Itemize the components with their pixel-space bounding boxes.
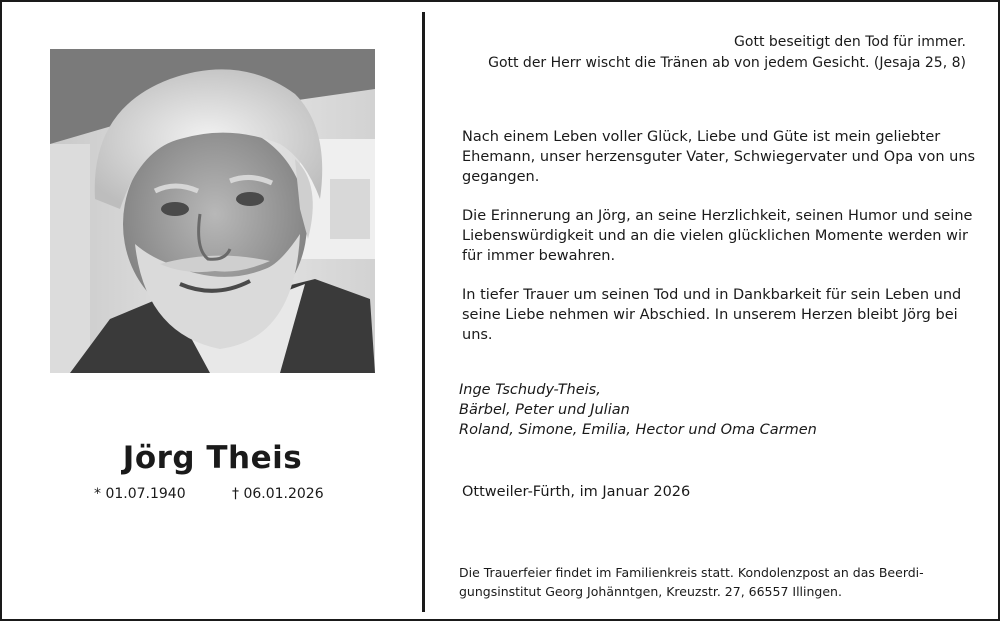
paragraph-line: Die Erinnerung an Jörg, an seine Herzlichkeit, seinen Humor und seine — [462, 208, 973, 224]
funeral-notice — [459, 563, 924, 601]
paragraph-line: uns. — [462, 327, 493, 343]
paragraph-line: Nach einem Leben voller Glück, Liebe und Güte ist mein geliebter — [462, 129, 941, 145]
paragraph-line: für immer bewahren. — [462, 248, 616, 264]
mourner-line: Inge Tschudy-Theis, — [459, 382, 601, 398]
death-date: † 06.01.2026 — [232, 486, 324, 502]
obituary-paragraph — [462, 206, 982, 266]
paragraph-line: gegangen. — [462, 169, 540, 185]
paragraph-line: seine Liebe nehmen wir Abschied. In unserem Herzen bleibt Jörg bei — [462, 307, 958, 323]
paragraph-line: Ehemann, unser herzensguter Vater, Schwiegervater und Opa von uns — [462, 149, 976, 165]
notice-line: Die Trauerfeier findet im Familienkreis statt. Kondolenzpost an das Beerdi- — [459, 565, 924, 580]
deceased-name: Jörg Theis — [122, 440, 303, 476]
obituary-paragraph — [462, 127, 982, 187]
notice-line: gungsinstitut Georg Johänntgen, Kreuzstr. 27, 66557 Illingen. — [459, 584, 842, 599]
portrait-photo — [50, 49, 375, 373]
mourner-line: Roland, Simone, Emilia, Hector und Oma Carmen — [459, 422, 817, 438]
verse-line: Gott beseitigt den Tod für immer. — [734, 34, 966, 50]
birth-date: * 01.07.1940 — [94, 486, 186, 502]
obituary-paragraph — [462, 285, 982, 345]
vertical-divider — [422, 12, 425, 612]
bible-verse — [446, 32, 966, 74]
place-date: Ottweiler-Fürth, im Januar 2026 — [462, 484, 691, 500]
paragraph-line: Liebenswürdigkeit und an die vielen glücklichen Momente werden wir — [462, 228, 968, 244]
verse-line: Gott der Herr wischt die Tränen ab von jedem Gesicht. (Jesaja 25, 8) — [488, 55, 966, 71]
paragraph-line: In tiefer Trauer um seinen Tod und in Dankbarkeit für sein Leben und — [462, 287, 962, 303]
mourner-line: Bärbel, Peter und Julian — [459, 402, 630, 418]
mourners-list — [459, 380, 817, 440]
